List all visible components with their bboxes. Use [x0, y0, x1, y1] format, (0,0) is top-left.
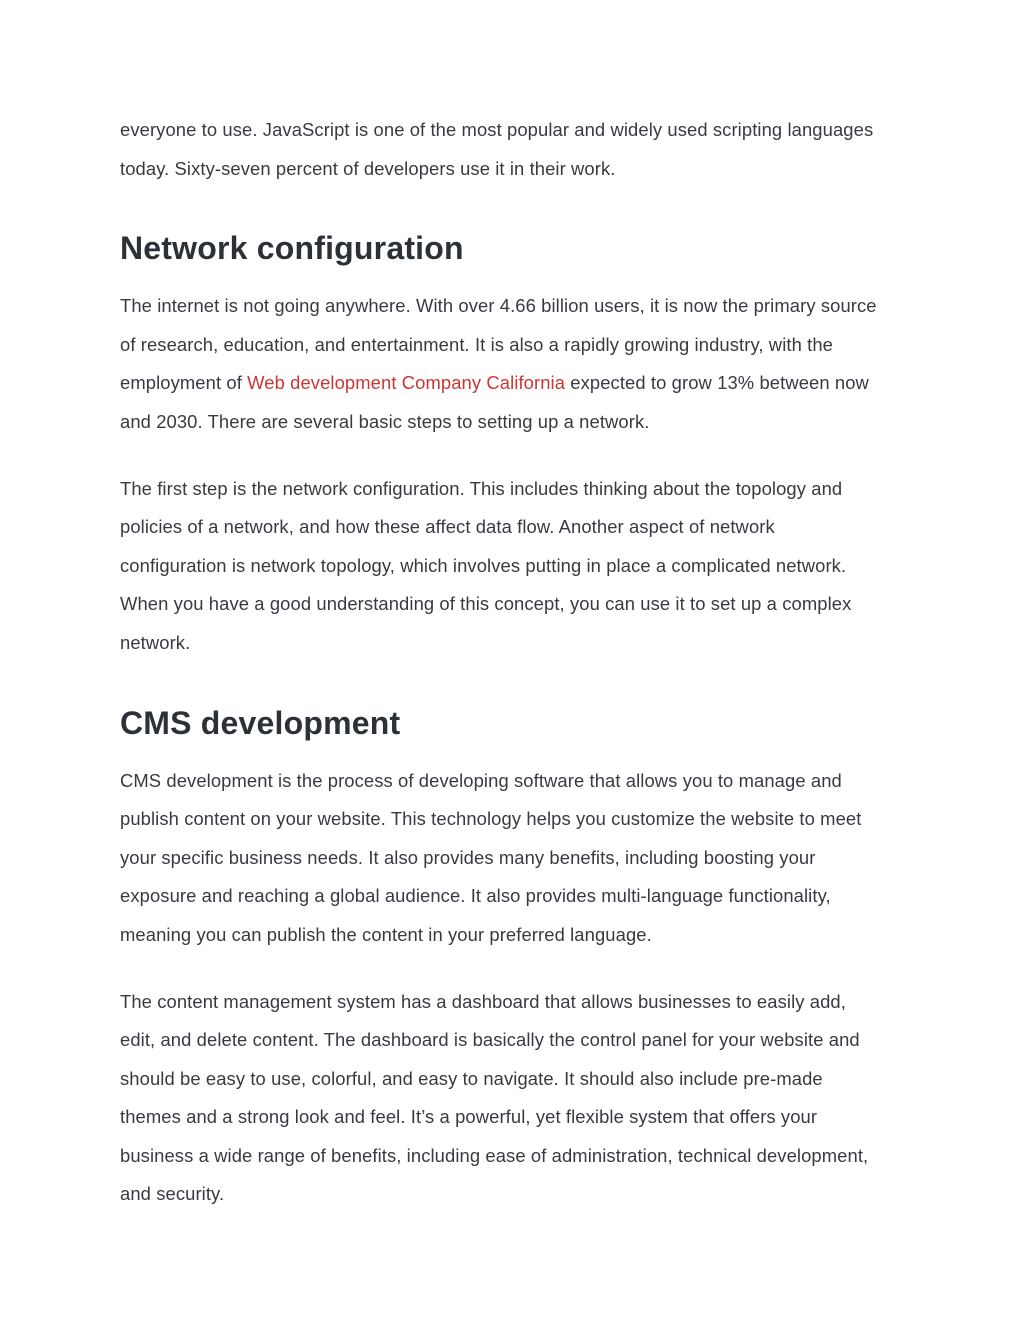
text-line	[120, 585, 904, 624]
text-line	[120, 111, 904, 150]
text-segment: exposure and reaching a global audience. It also provides multi-language functionality,	[120, 885, 831, 907]
text-segment: The first step is the network configuration. This includes thinking about the topology and	[120, 477, 843, 499]
text-segment: meaning you can publish the content in your preferred language.	[120, 923, 652, 945]
text-line	[120, 916, 904, 955]
text-line	[120, 150, 904, 189]
text-line	[120, 800, 904, 839]
text-line	[120, 1175, 904, 1214]
text-line	[120, 1060, 904, 1099]
text-segment: business a wide range of benefits, including ease of administration, technical development,	[120, 1144, 869, 1166]
text-line	[120, 547, 904, 586]
text-segment: publish content on your website. This technology helps you customize the website to meet	[120, 808, 862, 830]
javascript-paragraph	[120, 111, 904, 188]
text-segment: and 2030. There are several basic steps to setting up a network.	[120, 410, 650, 432]
cms-dashboard-paragraph	[120, 983, 904, 1215]
network-first-step-paragraph	[120, 470, 904, 663]
text-line	[120, 839, 904, 878]
text-line	[120, 470, 904, 509]
text-segment: The content management system has a dashboard that allows businesses to easily add,	[120, 990, 846, 1012]
text-line	[120, 326, 904, 365]
text-line	[120, 1098, 904, 1137]
cms-development-heading: CMS development	[120, 704, 401, 741]
text-segment: edit, and delete content. The dashboard is basically the control panel for your website and	[120, 1029, 860, 1051]
document-content	[120, 111, 904, 1214]
text-segment: CMS development is the process of developing software that allows you to manage and	[120, 769, 842, 791]
text-line	[120, 403, 904, 442]
text-line	[120, 624, 904, 663]
text-line	[120, 287, 904, 326]
text-line	[120, 1137, 904, 1176]
text-segment: policies of a network, and how these affect data flow. Another aspect of network	[120, 516, 775, 538]
text-segment: today. Sixty-seven percent of developers use it in their work.	[120, 157, 616, 179]
text-line	[120, 762, 904, 801]
text-segment: everyone to use. JavaScript is one of the most popular and widely used scripting languages	[120, 119, 874, 140]
internet-growth-paragraph	[120, 287, 904, 441]
text-segment: The internet is not going anywhere. With over 4.66 billion users, it is now the primary source	[120, 295, 877, 317]
network-configuration-heading: Network configuration	[120, 230, 464, 267]
text-segment: employment of	[120, 372, 248, 394]
text-segment: your specific business needs. It also provides many benefits, including boosting your	[120, 846, 816, 868]
text-line	[120, 1021, 904, 1060]
cms-process-paragraph	[120, 762, 904, 955]
text-line	[120, 364, 904, 403]
text-segment: network.	[120, 631, 191, 653]
text-segment: themes and a strong look and feel. It’s a powerful, yet flexible system that offers your	[120, 1106, 818, 1128]
web-development-company-california-link[interactable]: Web development Company California	[247, 372, 566, 394]
text-line	[120, 877, 904, 916]
text-segment: should be easy to use, colorful, and easy to navigate. It should also include pre-made	[120, 1067, 823, 1089]
text-segment: expected to grow 13% between now	[565, 372, 869, 394]
text-segment: When you have a good understanding of this concept, you can use it to set up a complex	[120, 593, 852, 615]
text-line	[120, 983, 904, 1022]
text-line	[120, 508, 904, 547]
text-segment: of research, education, and entertainment. It is also a rapidly growing industry, with the	[120, 333, 833, 355]
text-segment: and security.	[120, 1183, 225, 1205]
text-segment: configuration is network topology, which involves putting in place a complicated network.	[120, 554, 847, 576]
